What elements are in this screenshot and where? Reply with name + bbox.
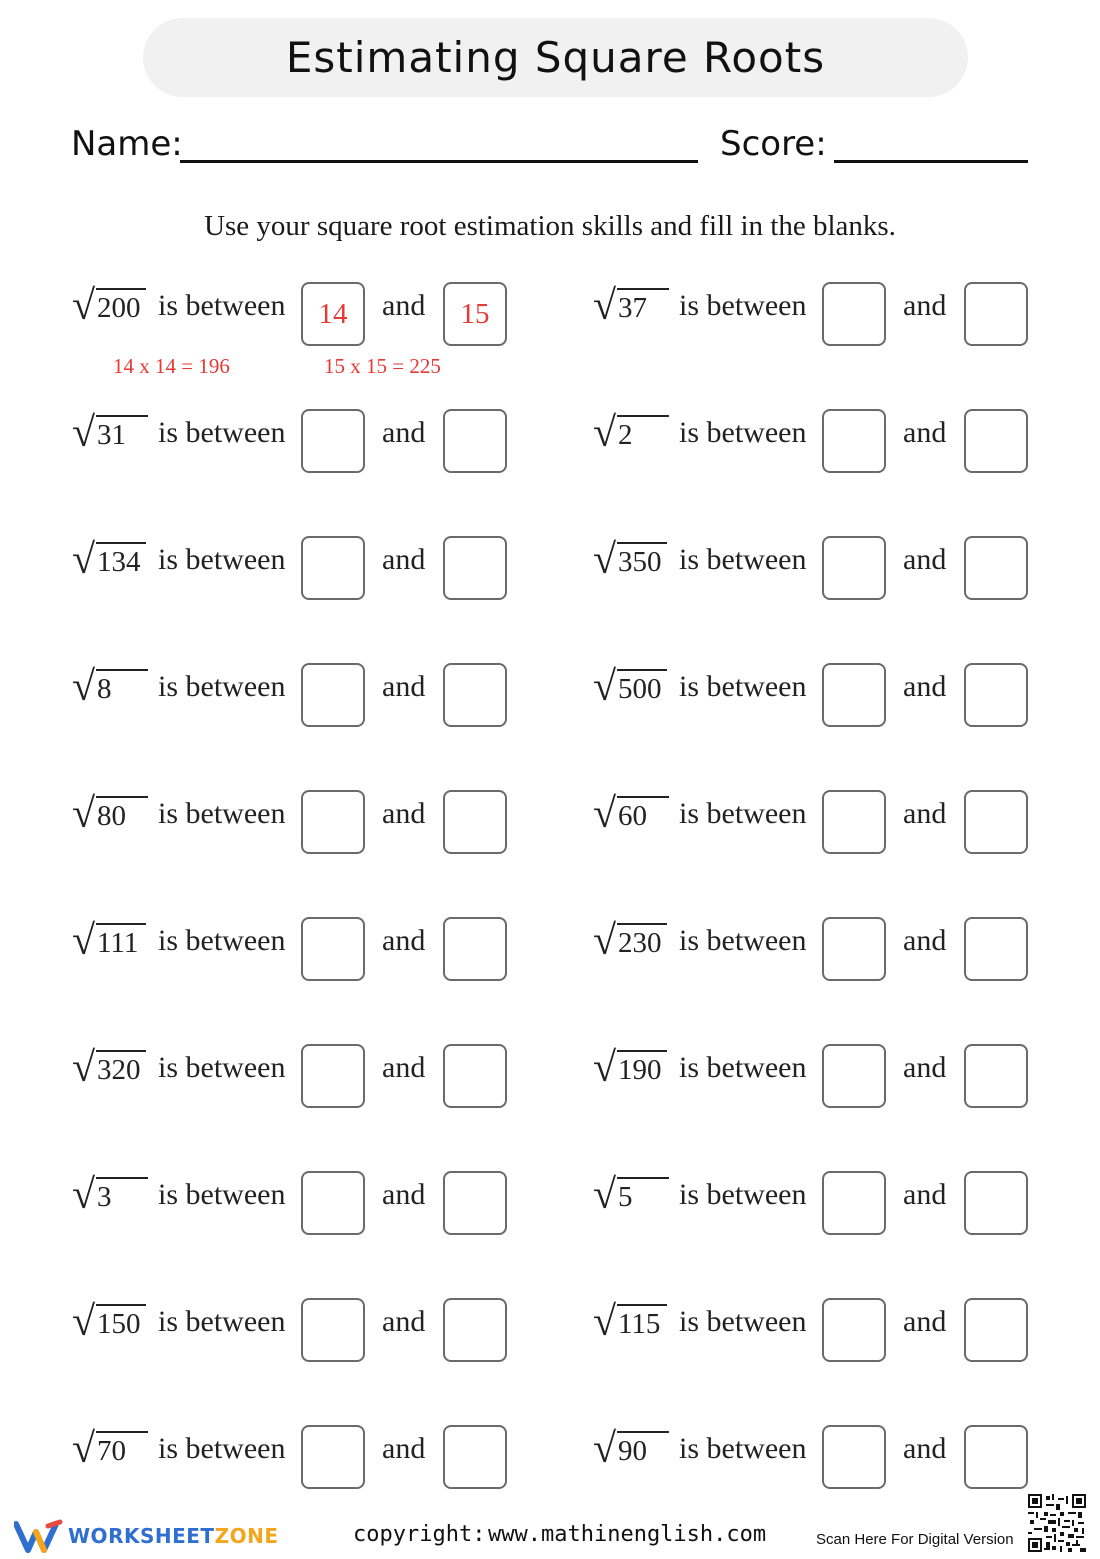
and-text: and <box>382 289 426 322</box>
radicand: 150 <box>96 1304 146 1342</box>
and-text: and <box>903 670 947 703</box>
problem-10 <box>593 790 1033 854</box>
square-root-icon: √ <box>593 791 617 837</box>
between-text: is between <box>679 543 807 576</box>
square-root-icon: √ <box>593 537 617 583</box>
square-root-icon: √ <box>593 410 617 456</box>
brand-part-2: ZONE <box>214 1524 279 1548</box>
name-label: Name: <box>71 124 183 164</box>
between-text: is between <box>158 1305 286 1338</box>
radicand: 111 <box>96 923 146 961</box>
radicand: 200 <box>96 288 146 326</box>
and-text: and <box>903 1178 947 1211</box>
and-text: and <box>382 543 426 576</box>
problem-4 <box>593 409 1033 473</box>
radicand: 90 <box>617 1431 669 1469</box>
qr-code-icon[interactable] <box>1028 1494 1086 1552</box>
problem-8 <box>593 663 1033 727</box>
lower-bound-box[interactable] <box>822 663 886 727</box>
lower-bound-box[interactable] <box>822 1044 886 1108</box>
upper-bound-box[interactable] <box>443 1171 507 1235</box>
problem-9 <box>72 790 512 854</box>
radicand: 80 <box>96 796 148 834</box>
square-root-icon: √ <box>593 283 617 329</box>
lower-bound-box[interactable] <box>822 1171 886 1235</box>
problem-1 <box>72 282 512 346</box>
lower-bound-box[interactable] <box>822 282 886 346</box>
lower-bound-box[interactable] <box>301 663 365 727</box>
radicand: 2 <box>617 415 669 453</box>
and-text: and <box>903 1051 947 1084</box>
problem-18 <box>593 1298 1033 1362</box>
between-text: is between <box>679 924 807 957</box>
and-text: and <box>382 797 426 830</box>
lower-bound-box[interactable] <box>822 1425 886 1489</box>
example-work-lower: 14 x 14 = 196 <box>113 354 230 378</box>
lower-bound-box[interactable]: 14 <box>301 282 365 346</box>
between-text: is between <box>679 1432 807 1465</box>
square-root-icon: √ <box>72 410 96 456</box>
problem-2 <box>593 282 1033 346</box>
upper-bound-box[interactable] <box>443 1044 507 1108</box>
lower-bound-box[interactable] <box>822 917 886 981</box>
upper-bound-box[interactable] <box>964 1298 1028 1362</box>
problem-12 <box>593 917 1033 981</box>
between-text: is between <box>158 543 286 576</box>
and-text: and <box>382 416 426 449</box>
square-root-icon: √ <box>593 1426 617 1472</box>
problem-19 <box>72 1425 512 1489</box>
radicand: 500 <box>617 669 667 707</box>
between-text: is between <box>158 924 286 957</box>
square-root-icon: √ <box>72 537 96 583</box>
and-text: and <box>903 289 947 322</box>
lower-bound-box[interactable] <box>301 1171 365 1235</box>
square-root-icon: √ <box>72 283 96 329</box>
between-text: is between <box>679 1051 807 1084</box>
radicand: 3 <box>96 1177 148 1215</box>
radicand: 230 <box>617 923 667 961</box>
radicand: 31 <box>96 415 148 453</box>
worksheet-title: Estimating Square Roots <box>285 33 826 82</box>
upper-bound-box[interactable] <box>443 409 507 473</box>
lower-bound-box[interactable] <box>301 409 365 473</box>
and-text: and <box>903 1432 947 1465</box>
and-text: and <box>382 1051 426 1084</box>
upper-bound-box[interactable] <box>964 536 1028 600</box>
problem-15 <box>72 1171 512 1235</box>
lower-bound-box[interactable] <box>301 1044 365 1108</box>
upper-bound-box[interactable] <box>964 409 1028 473</box>
worksheetzone-logo-icon <box>14 1518 68 1554</box>
square-root-icon: √ <box>72 1426 96 1472</box>
upper-bound-box[interactable] <box>443 1425 507 1489</box>
and-text: and <box>903 416 947 449</box>
upper-bound-box[interactable] <box>964 663 1028 727</box>
square-root-icon: √ <box>593 1172 617 1218</box>
problem-20 <box>593 1425 1033 1489</box>
radicand: 350 <box>617 542 667 580</box>
title-banner <box>143 18 968 97</box>
between-text: is between <box>158 1432 286 1465</box>
and-text: and <box>903 797 947 830</box>
problem-5 <box>72 536 512 600</box>
problem-6 <box>593 536 1033 600</box>
between-text: is between <box>158 289 286 322</box>
name-field[interactable] <box>180 160 698 163</box>
upper-bound-box[interactable] <box>964 282 1028 346</box>
between-text: is between <box>679 289 807 322</box>
upper-bound-box[interactable] <box>964 1171 1028 1235</box>
square-root-icon: √ <box>72 918 96 964</box>
between-text: is between <box>158 670 286 703</box>
lower-bound-box[interactable] <box>822 409 886 473</box>
lower-bound-box[interactable] <box>301 1298 365 1362</box>
and-text: and <box>382 670 426 703</box>
and-text: and <box>382 1432 426 1465</box>
upper-bound-box[interactable]: 15 <box>443 282 507 346</box>
upper-bound-box[interactable] <box>443 1298 507 1362</box>
instructions: Use your square root estimation skills and fill in the blanks. <box>204 210 896 242</box>
upper-bound-box[interactable] <box>443 663 507 727</box>
upper-bound-box[interactable] <box>964 1425 1028 1489</box>
problem-14 <box>593 1044 1033 1108</box>
square-root-icon: √ <box>72 791 96 837</box>
radicand: 5 <box>617 1177 669 1215</box>
square-root-icon: √ <box>72 1299 96 1345</box>
problem-16 <box>593 1171 1033 1235</box>
problem-11 <box>72 917 512 981</box>
problem-13 <box>72 1044 512 1108</box>
score-field[interactable] <box>834 160 1028 163</box>
radicand: 8 <box>96 669 148 707</box>
between-text: is between <box>679 1178 807 1211</box>
radicand: 190 <box>617 1050 667 1088</box>
lower-bound-box[interactable] <box>822 1298 886 1362</box>
square-root-icon: √ <box>72 1045 96 1091</box>
brand-part-1: WORKSHEET <box>68 1524 215 1548</box>
and-text: and <box>903 1305 947 1338</box>
square-root-icon: √ <box>593 1045 617 1091</box>
lower-bound-box[interactable] <box>301 790 365 854</box>
lower-bound-box[interactable] <box>301 1425 365 1489</box>
score-label: Score: <box>720 124 827 164</box>
square-root-icon: √ <box>72 664 96 710</box>
between-text: is between <box>158 1051 286 1084</box>
between-text: is between <box>679 797 807 830</box>
between-text: is between <box>679 1305 807 1338</box>
and-text: and <box>903 924 947 957</box>
upper-bound-box[interactable] <box>964 790 1028 854</box>
square-root-icon: √ <box>72 1172 96 1218</box>
upper-bound-box[interactable] <box>443 536 507 600</box>
brand-name <box>68 1524 278 1548</box>
example-work-upper: 15 x 15 = 225 <box>324 354 441 378</box>
radicand: 134 <box>96 542 146 580</box>
upper-bound-box[interactable] <box>443 917 507 981</box>
copyright-label: copyright: <box>353 1522 486 1547</box>
and-text: and <box>382 924 426 957</box>
lower-bound-box[interactable] <box>822 536 886 600</box>
and-text: and <box>382 1178 426 1211</box>
upper-bound-box[interactable] <box>443 790 507 854</box>
square-root-icon: √ <box>593 918 617 964</box>
between-text: is between <box>158 797 286 830</box>
problem-7 <box>72 663 512 727</box>
square-root-icon: √ <box>593 664 617 710</box>
website-link[interactable]: www.mathinenglish.com <box>488 1522 767 1547</box>
between-text: is between <box>679 416 807 449</box>
lower-bound-box[interactable] <box>301 536 365 600</box>
radicand: 70 <box>96 1431 148 1469</box>
and-text: and <box>382 1305 426 1338</box>
and-text: and <box>903 543 947 576</box>
square-root-icon: √ <box>593 1299 617 1345</box>
between-text: is between <box>679 670 807 703</box>
upper-bound-box[interactable] <box>964 1044 1028 1108</box>
radicand: 37 <box>617 288 669 326</box>
problem-3 <box>72 409 512 473</box>
radicand: 60 <box>617 796 669 834</box>
upper-bound-box[interactable] <box>964 917 1028 981</box>
lower-bound-box[interactable] <box>822 790 886 854</box>
scan-caption: Scan Here For Digital Version <box>816 1531 1014 1548</box>
radicand: 320 <box>96 1050 146 1088</box>
between-text: is between <box>158 1178 286 1211</box>
between-text: is between <box>158 416 286 449</box>
radicand: 115 <box>617 1304 667 1342</box>
lower-bound-box[interactable] <box>301 917 365 981</box>
problem-17 <box>72 1298 512 1362</box>
